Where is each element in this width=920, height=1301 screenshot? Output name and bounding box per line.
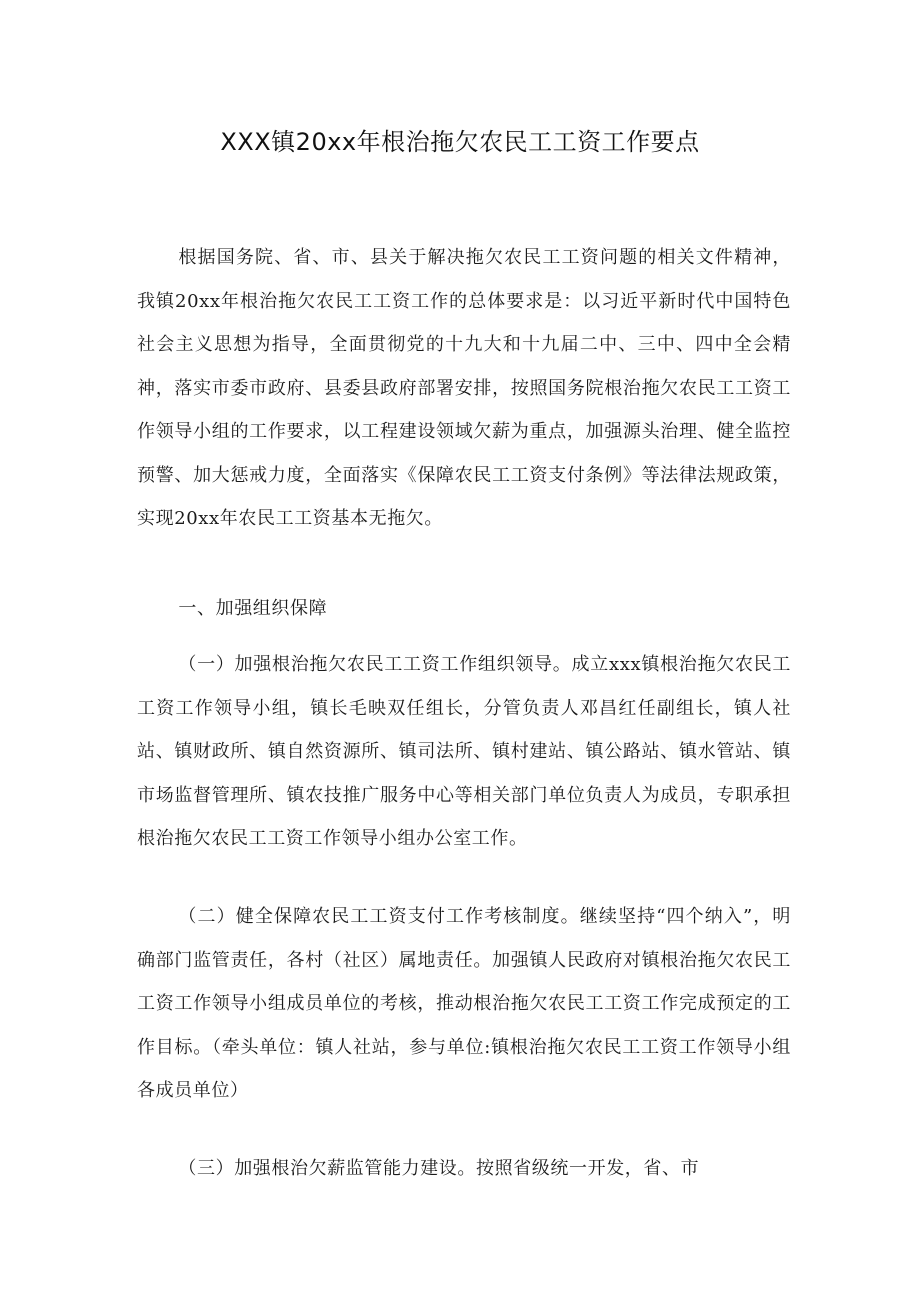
document-title: XXX镇20xx年根治拖欠农民工工资工作要点 (220, 128, 700, 156)
item-paragraph-2: （二）健全保障农民工工资支付工作考核制度。继续坚持“四个纳入”，明确部门监管责任，各村（社区）属地责任。加强镇人民政府对镇根治拖欠农民工工资工作领导小组成员单位的考核，推动根治拖欠农民工工资工作完成预定的工作目标。（牵头单位：镇人社站，参与单位:镇根治拖欠农民工工资工作领导小组各成员单位） (137, 906, 791, 1101)
section-heading-1: 一、加强组织保障 (178, 598, 328, 619)
item-paragraph-3: （三）加强根治欠薪监管能力建设。按照省级统一开发，省、市 (178, 1158, 700, 1179)
item-paragraph-1: （一）加强根治拖欠农民工工资工作组织领导。成立xxx镇根治拖欠农民工工资工作领导小组，镇长毛映双任组长，分管负责人邓昌红任副组长，镇人社站、镇财政所、镇自然资源所、镇司法所、镇村建站、镇公路站、镇水管站、镇市场监督管理所、镇农技推广服务中心等相关部门单位负责人为成员，专职承担根治拖欠农民工工资工作领导小组办公室工作。 (137, 654, 791, 849)
intro-paragraph: 根据国务院、省、市、县关于解决拖欠农民工工资问题的相关文件精神，我镇20xx年根治拖欠农民工工资工作的总体要求是：以习近平新时代中国特色社会主义思想为指导，全面贯彻党的十九大和十九届二中、三中、四中全会精神，落实市委市政府、县委县政府部署安排，按照国务院根治拖欠农民工工资工作领导小组的工作要求，以工程建设领域欠薪为重点，加强源头治理、健全监控预警、加大惩戒力度，全面落实《保障农民工工资支付条例》等法律法规政策，实现20xx年农民工工资基本无拖欠。 (137, 247, 791, 529)
